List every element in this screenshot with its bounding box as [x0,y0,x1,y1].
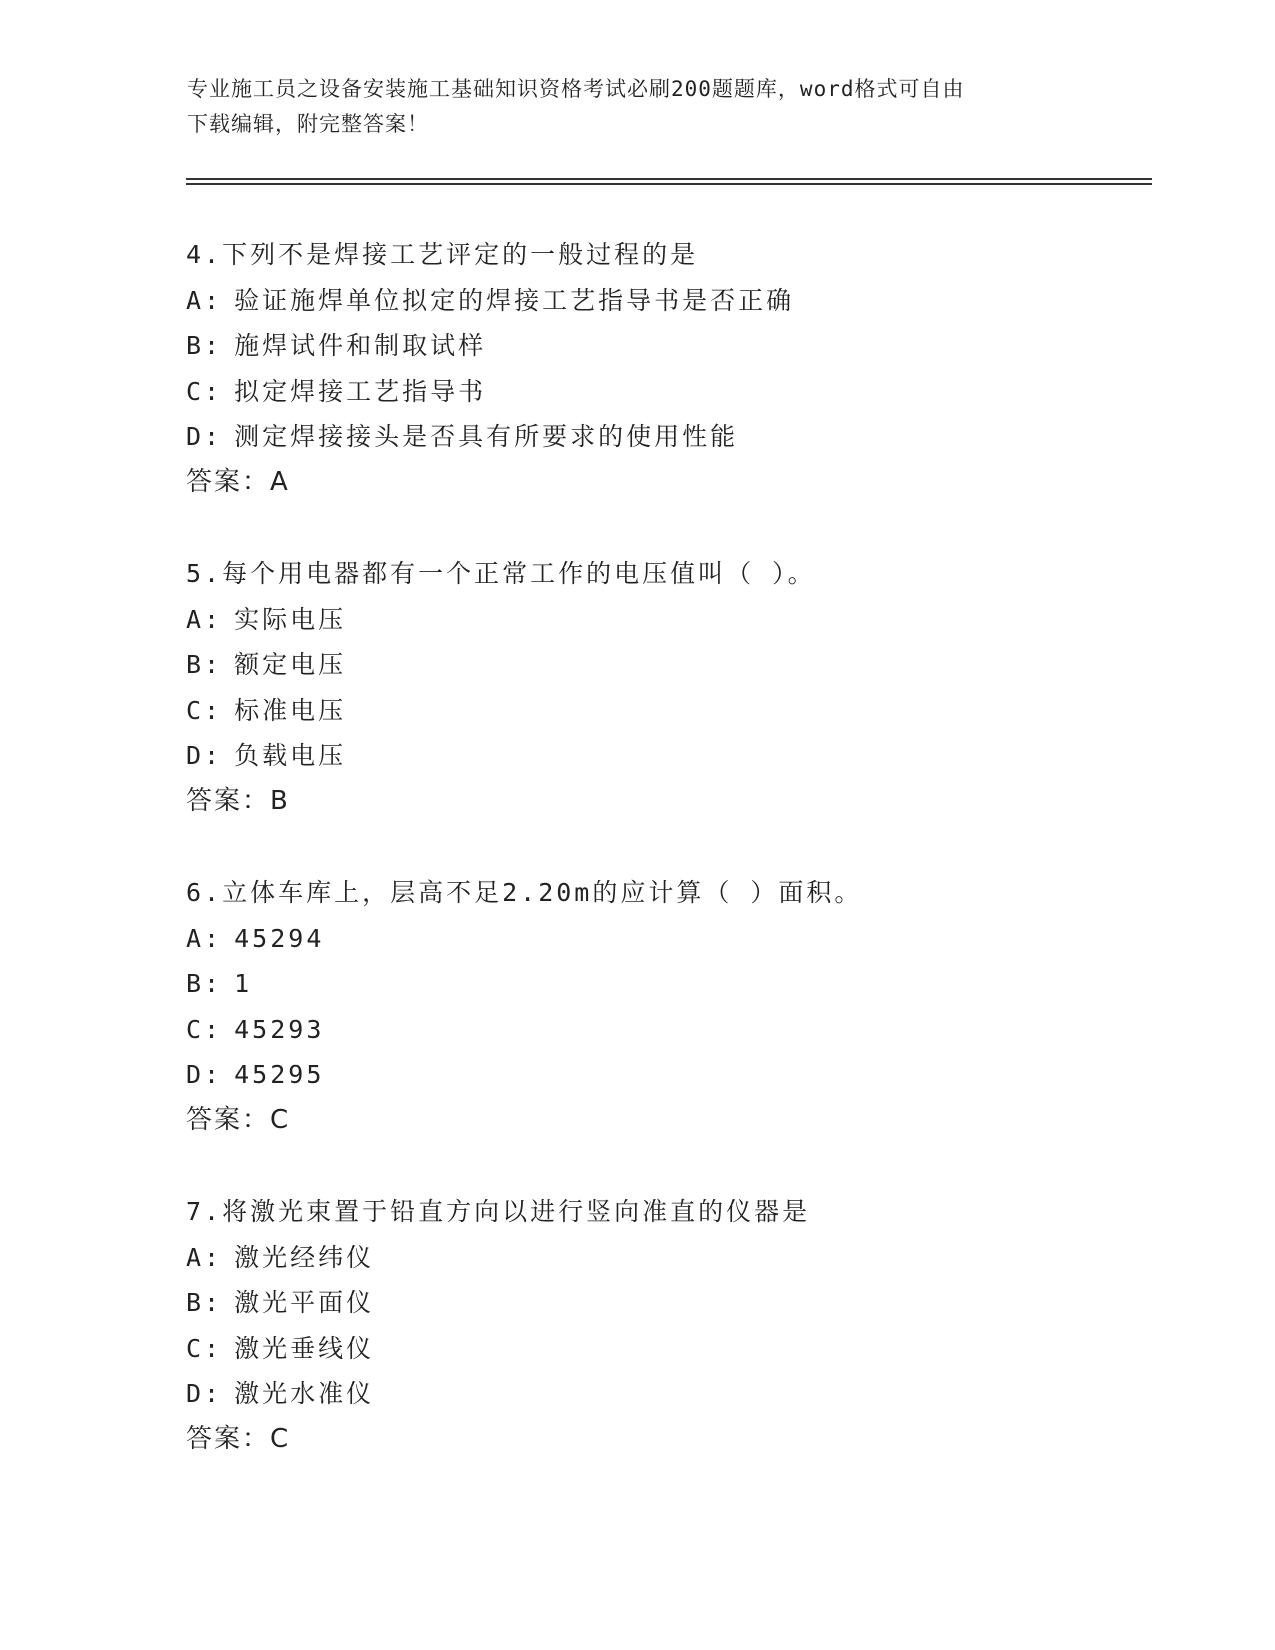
answer-line: 答案：C [186,1104,291,1135]
option-text: 45295 [234,1060,325,1090]
option-c [186,1007,1146,1053]
option-label: A: [186,604,223,634]
option-label: C: [186,1014,223,1044]
answer-line: 答案：A [186,466,290,497]
option-label: B: [186,1288,223,1318]
question-list [186,232,1146,1508]
option-text: 施焊试件和制取试样 [234,331,487,361]
option-text: 负载电压 [234,741,347,771]
option-label: D: [186,422,223,452]
option-text: 实际电压 [234,604,347,634]
option-d [186,733,1146,779]
option-a [186,916,1146,962]
option-text: 验证施焊单位拟定的焊接工艺指导书是否正确 [234,285,795,315]
option-text: 测定焊接接头是否具有所要求的使用性能 [234,422,739,452]
option-label: A: [186,923,223,953]
question-5 [186,551,1146,870]
option-c [186,688,1146,734]
option-label: D: [186,741,223,771]
option-text: 1 [234,969,253,999]
option-label: B: [186,969,223,999]
option-text: 45294 [234,923,325,953]
question-stem: 7.将激光束置于铅直方向以进行竖向准直的仪器是 [186,1197,811,1226]
answer-line: 答案：B [186,785,290,816]
option-c [186,1326,1146,1372]
question-stem: 5.每个用电器都有一个正常工作的电压值叫（ ）。 [186,559,816,588]
header-line-1: 专业施工员之设备安装施工基础知识资格考试必刷200题题库，word格式可自由 [187,77,965,101]
option-label: A: [186,285,223,315]
option-text: 拟定焊接工艺指导书 [234,376,487,406]
option-label: C: [186,1333,223,1363]
option-label: D: [186,1060,223,1090]
option-text: 激光经纬仪 [234,1242,375,1272]
option-label: C: [186,376,223,406]
option-d [186,414,1146,460]
option-b [186,1280,1146,1326]
header-divider-top [186,178,1152,180]
option-text: 激光垂线仪 [234,1333,375,1363]
header-line-2: 下载编辑，附完整答案！ [187,112,429,136]
header-divider-bottom [186,183,1152,185]
option-text: 激光平面仪 [234,1288,375,1318]
option-label: B: [186,650,223,680]
document-header [187,72,1067,142]
option-label: A: [186,1242,223,1272]
option-label: B: [186,331,223,361]
option-a [186,278,1146,324]
option-text: 标准电压 [234,695,347,725]
option-a [186,1235,1146,1281]
question-stem: 6.立体车库上，层高不足2.20m的应计算（ ）面积。 [186,878,863,907]
option-b [186,323,1146,369]
question-6 [186,870,1146,1189]
option-text: 激光水准仪 [234,1379,375,1409]
option-text: 额定电压 [234,650,347,680]
question-7 [186,1189,1146,1508]
option-b [186,961,1146,1007]
option-b [186,642,1146,688]
question-stem: 4.下列不是焊接工艺评定的一般过程的是 [186,240,699,269]
option-d [186,1371,1146,1417]
option-text: 45293 [234,1014,325,1044]
option-label: C: [186,695,223,725]
option-c [186,369,1146,415]
option-a [186,597,1146,643]
question-4 [186,232,1146,551]
answer-line: 答案：C [186,1423,291,1454]
option-label: D: [186,1379,223,1409]
option-d [186,1052,1146,1098]
